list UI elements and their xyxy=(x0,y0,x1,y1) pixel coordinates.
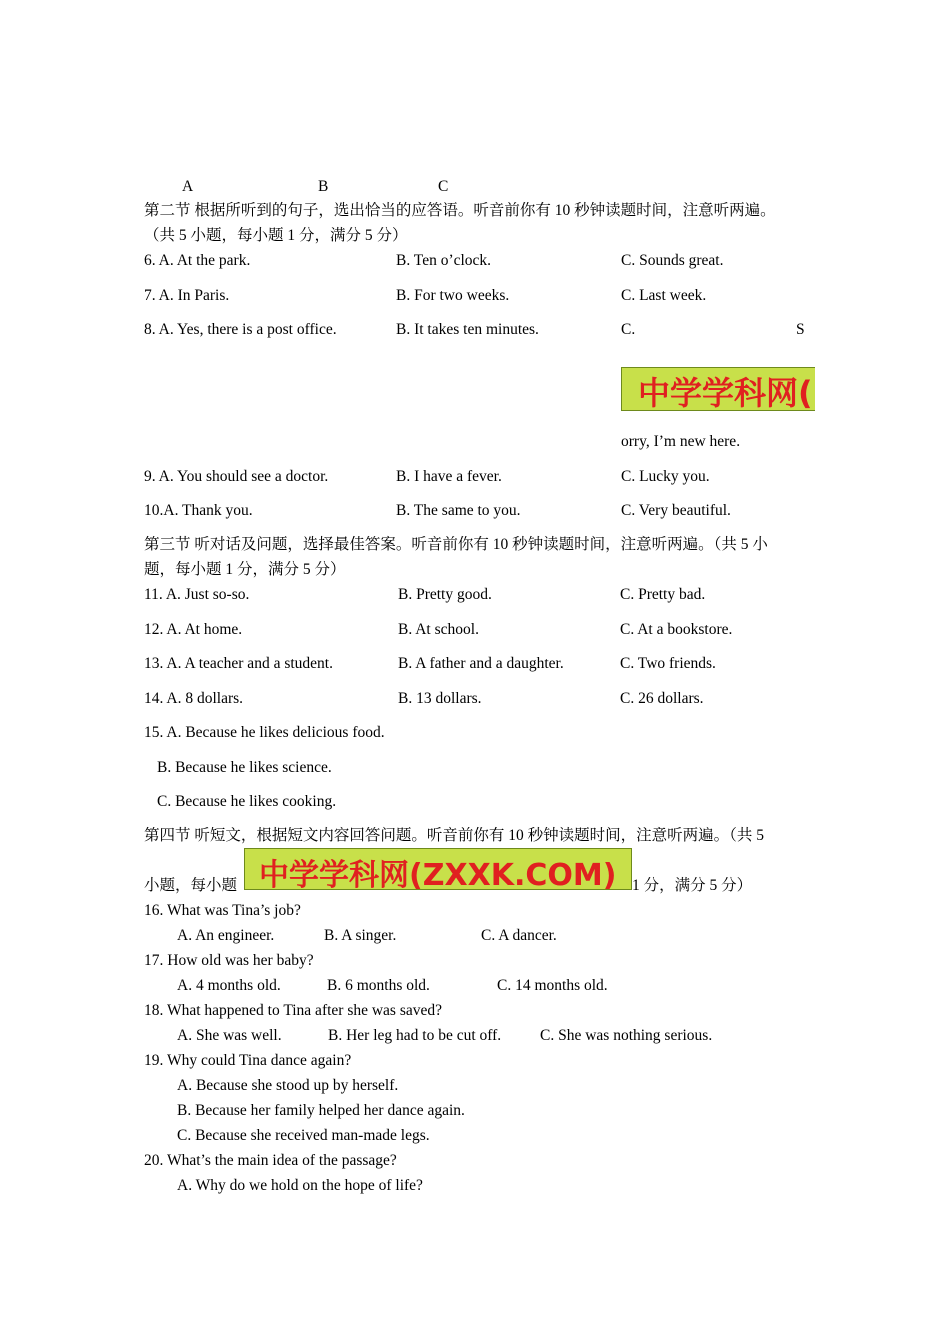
watermark-banner xyxy=(621,367,815,411)
q11-option-b: B. Pretty good. xyxy=(398,586,492,603)
q18-option-a: A. She was well. xyxy=(177,1027,282,1044)
q8-option-c-start: S xyxy=(796,321,805,338)
q18-option-c: C. She was nothing serious. xyxy=(540,1027,713,1044)
picture-label-a: A xyxy=(182,178,194,195)
watermark-banner-large xyxy=(244,848,632,890)
q9-option-b: B. I have a fever. xyxy=(396,468,502,485)
section4-instruction-cont-start: 小题，每小题 xyxy=(144,877,238,894)
q14-option-b: B. 13 dollars. xyxy=(398,690,482,707)
q20-question: 20. What’s the main idea of the passage? xyxy=(144,1152,397,1169)
q10-option-b: B. The same to you. xyxy=(396,502,521,519)
q15-option-b: B. Because he likes science. xyxy=(157,759,332,776)
q8-option-c: C. xyxy=(621,321,636,338)
q19-question: 19. Why could Tina dance again? xyxy=(144,1052,352,1069)
q16-question: 16. What was Tina’s job? xyxy=(144,902,301,919)
q11-option-a: 11. A. Just so-so. xyxy=(144,586,250,603)
q6-option-b: B. Ten o’clock. xyxy=(396,252,492,269)
q7-option-c: C. Last week. xyxy=(621,287,707,304)
q18-option-b: B. Her leg had to be cut off. xyxy=(328,1027,502,1044)
q15-option-c: C. Because he likes cooking. xyxy=(157,793,337,810)
q8-option-b: B. It takes ten minutes. xyxy=(396,321,539,338)
q8-option-c-rest: orry, I’m new here. xyxy=(621,433,741,450)
q16-option-c: C. A dancer. xyxy=(481,927,557,944)
q16-option-a: A. An engineer. xyxy=(177,927,275,944)
section2-instruction: 第二节 根据所听到的句子，选出恰当的应答语。听音前你有 10 秒钟读题时间，注意听两遍。 xyxy=(144,202,776,219)
q14-option-c: C. 26 dollars. xyxy=(620,690,704,707)
section4-instruction-cont-end: 1 分，满分 5 分） xyxy=(632,877,753,894)
picture-label-c: C xyxy=(438,178,449,195)
q15-option-a: 15. A. Because he likes delicious food. xyxy=(144,724,385,741)
q10-option-c: C. Very beautiful. xyxy=(621,502,731,519)
section3-instruction: 第三节 听对话及问题，选择最佳答案。听音前你有 10 秒钟读题时间，注意听两遍。（共 5 小 xyxy=(144,536,768,553)
q17-option-a: A. 4 months old. xyxy=(177,977,281,994)
q14-option-a: 14. A. 8 dollars. xyxy=(144,690,244,707)
section3-instruction-cont: 题，每小题 1 分，满分 5 分） xyxy=(144,561,346,578)
q8-option-a: 8. A. Yes, there is a post office. xyxy=(144,321,337,338)
q12-option-c: C. At a bookstore. xyxy=(620,621,733,638)
q17-option-b: B. 6 months old. xyxy=(327,977,430,994)
q19-option-b: B. Because her family helped her dance again. xyxy=(177,1102,465,1119)
picture-label-b: B xyxy=(318,178,329,195)
q9-option-a: 9. A. You should see a doctor. xyxy=(144,468,329,485)
q12-option-a: 12. A. At home. xyxy=(144,621,243,638)
q13-option-b: B. A father and a daughter. xyxy=(398,655,564,672)
q9-option-c: C. Lucky you. xyxy=(621,468,710,485)
q17-question: 17. How old was her baby? xyxy=(144,952,314,969)
q12-option-b: B. At school. xyxy=(398,621,479,638)
q7-option-a: 7. A. In Paris. xyxy=(144,287,230,304)
watermark-text: 中学学科网( xyxy=(638,374,813,411)
q10-option-a: 10.A. Thank you. xyxy=(144,502,253,519)
q20-option-a: A. Why do we hold on the hope of life? xyxy=(177,1177,423,1194)
q19-option-a: A. Because she stood up by herself. xyxy=(177,1077,399,1094)
q17-option-c: C. 14 months old. xyxy=(497,977,608,994)
q6-option-a: 6. A. At the park. xyxy=(144,252,251,269)
q7-option-b: B. For two weeks. xyxy=(396,287,510,304)
q6-option-c: C. Sounds great. xyxy=(621,252,724,269)
q13-option-a: 13. A. A teacher and a student. xyxy=(144,655,333,672)
section2-instruction-cont: （共 5 小题，每小题 1 分，满分 5 分） xyxy=(144,227,408,244)
section4-instruction: 第四节 听短文，根据短文内容回答问题。听音前你有 10 秒钟读题时间，注意听两遍。（共 5 xyxy=(144,827,765,844)
q11-option-c: C. Pretty bad. xyxy=(620,586,706,603)
watermark-text-large: 中学学科网(ZXXK.COM) xyxy=(259,858,617,890)
q19-option-c: C. Because she received man-made legs. xyxy=(177,1127,430,1144)
q16-option-b: B. A singer. xyxy=(324,927,397,944)
q13-option-c: C. Two friends. xyxy=(620,655,716,672)
q18-question: 18. What happened to Tina after she was saved? xyxy=(144,1002,443,1019)
